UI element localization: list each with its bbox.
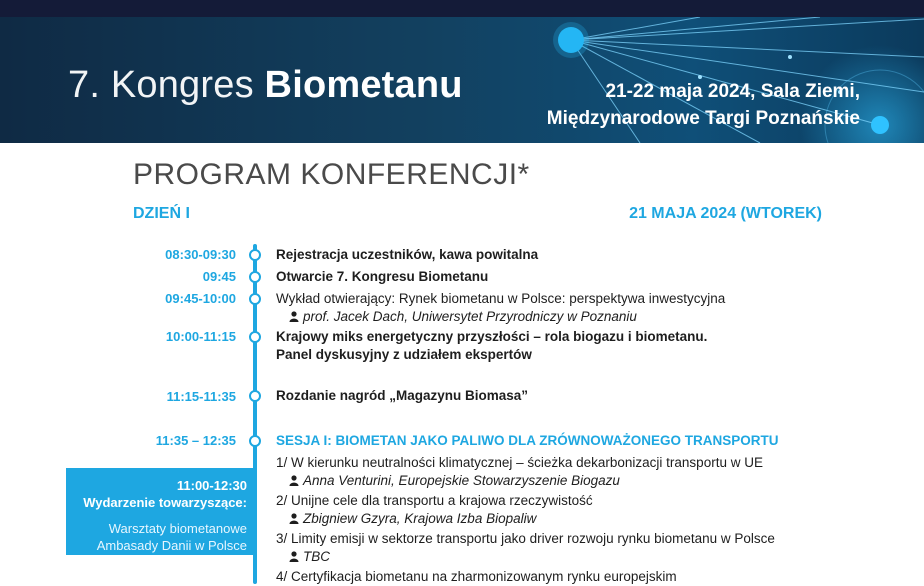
session-title: SESJA I: BIOMETAN JAKO PALIWO DLA ZRÓWNOWAŻONEGO TRANSPORTU (276, 433, 779, 448)
person-icon (289, 311, 299, 322)
agenda-item-title: Krajowy miks energetyczny przyszłości – rola biogazu i biometanu. (276, 329, 708, 344)
session-item-title: 2/ Unijne cele dla transportu a krajowa rzeczywistość (276, 493, 593, 508)
page-title: PROGRAM KONFERENCJI* (133, 158, 530, 191)
person-icon (289, 551, 299, 562)
agenda-item: Rozdanie nagród „Magazynu Biomasa” (276, 388, 529, 403)
session-item (276, 530, 775, 566)
speaker-name: Anna Venturini, Europejskie Stowarzyszenie Biogazu (303, 473, 620, 488)
speaker-line (276, 548, 775, 566)
speaker-name: prof. Jacek Dach, Uniwersytet Przyrodniczy w Poznaniu (303, 309, 637, 324)
session-item (276, 454, 763, 490)
side-event-label: Wydarzenie towarzyszące: (83, 495, 247, 510)
side-event-desc2: Ambasady Danii w Polsce (96, 538, 247, 553)
top-bar (0, 0, 924, 17)
side-event-box (66, 468, 257, 555)
person-icon (289, 475, 299, 486)
day-label: DZIEŃ I (133, 205, 190, 222)
timeline-dot (249, 390, 261, 402)
agenda-item: Rejestracja uczestników, kawa powitalna (276, 247, 539, 262)
session-item-title: 4/ Certyfikacja biometanu na zharmonizowanym rynku europejskim (276, 569, 677, 584)
event-venue: Międzynarodowe Targi Poznańskie (546, 108, 860, 129)
session-item-title: 1/ W kierunku neutralności klimatycznej – ścieżka dekarbonizacji transportu w UE (276, 455, 763, 470)
time-label: 11:35 – 12:35 (155, 433, 236, 448)
speaker-name: TBC (303, 549, 330, 564)
side-event-time: 11:00-12:30 (176, 478, 247, 493)
time-label: 11:15-11:35 (166, 389, 236, 404)
agenda-item: Otwarcie 7. Kongresu Biometanu (276, 269, 489, 284)
side-event-desc: Warsztaty biometanowe (108, 521, 247, 536)
session-item-title: 3/ Limity emisji w sektorze transportu jako driver rozwoju rynku biometanu w Polsce (276, 531, 775, 546)
agenda-item-subtitle: Panel dyskusyjny z udziałem ekspertów (276, 347, 532, 362)
time-label: 09:45-10:00 (165, 291, 236, 306)
person-icon (289, 513, 299, 524)
agenda-item (276, 328, 707, 364)
speaker-line (276, 510, 593, 528)
header-banner (0, 17, 924, 143)
title-light: 7. Kongres (68, 64, 265, 106)
event-info (547, 78, 860, 132)
day-date: 21 MAJA 2024 (WTOREK) (629, 205, 822, 222)
session-item (276, 492, 593, 528)
time-label: 08:30-09:30 (165, 247, 236, 262)
time-label: 10:00-11:15 (165, 329, 236, 344)
timeline-dot (249, 271, 261, 283)
timeline-dot (249, 249, 261, 261)
agenda-item (276, 290, 725, 326)
session-item (276, 568, 677, 586)
speaker-line (276, 472, 763, 490)
congress-title (68, 64, 463, 107)
event-date-place: 21-22 maja 2024, Sala Ziemi, (605, 81, 860, 102)
speaker-line (276, 308, 725, 326)
timeline-dot (249, 331, 261, 343)
time-label: 09:45 (202, 269, 236, 284)
agenda-item-title: Wykład otwierający: Rynek biometanu w Polsce: perspektywa inwestycyjna (276, 291, 726, 306)
timeline-dot (249, 293, 261, 305)
speaker-name: Zbigniew Gzyra, Krajowa Izba Biopaliw (303, 511, 537, 526)
title-bold: Biometanu (264, 64, 463, 106)
timeline-dot (249, 435, 261, 447)
